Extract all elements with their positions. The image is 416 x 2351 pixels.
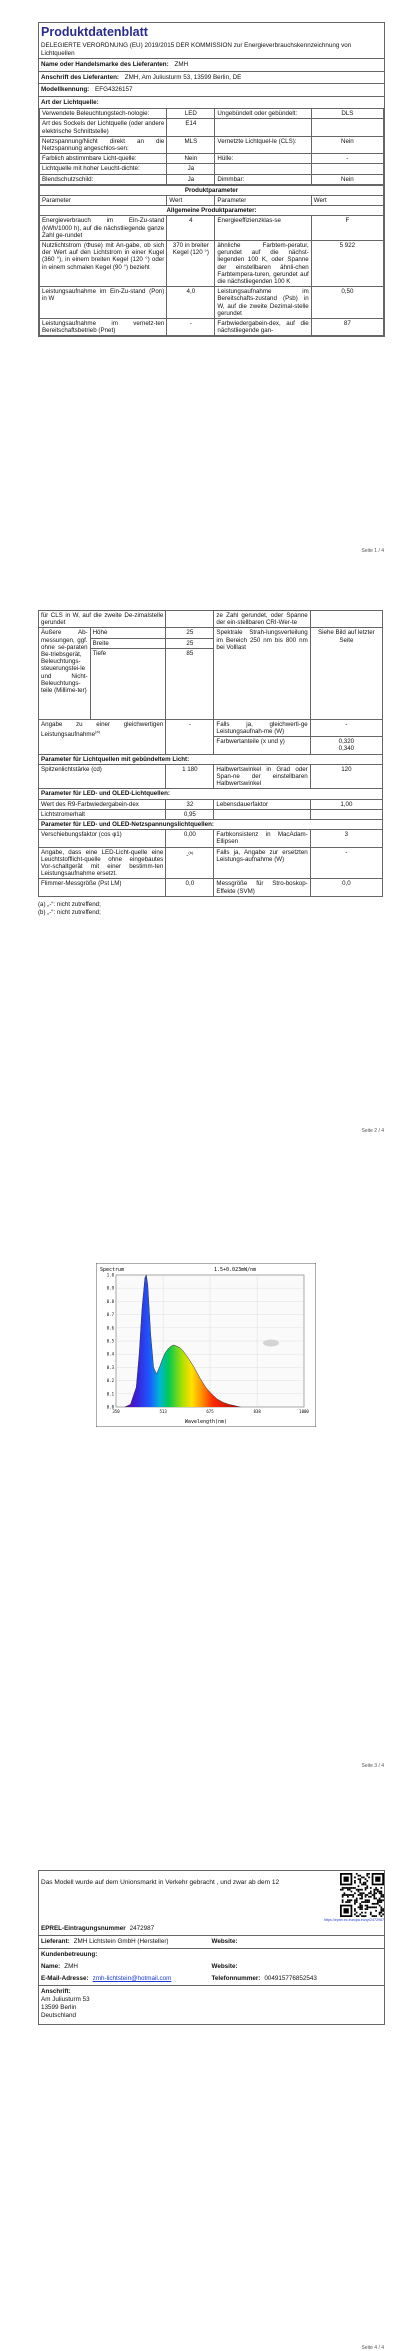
param-value: - [311,154,383,164]
param-label: Dimmbar: [215,174,311,184]
param-label: Farblich abstimmbare Licht-quelle: [40,154,167,164]
dim-width-value: 25 [166,638,214,648]
param-value: 3 [310,830,382,847]
dim-width-label: Breite [90,638,166,648]
dim-depth-label: Tiefe [90,648,166,719]
param-value: Nein [311,174,383,184]
dim-height-value: 25 [166,628,214,638]
equivalent-yes-value: - [310,719,382,736]
param-value: 87 [311,319,383,336]
param-value: 1 180 [166,764,214,789]
param-label: Falls ja, Angabe zur ersetzten Leistungs-aufnahme (W) [214,847,310,879]
eprel-url[interactable]: https://eprel.ec.europa.eu/qr/2472987 [324,1918,384,1922]
y-tick-label: 0.0 [106,1404,114,1410]
marker-blob [263,1340,279,1347]
param-label: Lichtstromerhalt [39,809,166,819]
y-tick-label: 0.7 [106,1312,114,1318]
param-label: Leistungsaufnahme im Ein-Zu-stand (Pon) in W [40,287,167,319]
param-label: Lichtquelle mit hoher Leucht-dichte: [40,164,167,174]
regulation-text: DELEGIERTE VERORDNUNG (EU) 2019/2015 DER KOMMISSION zur Energieverbrauchskennzeichnung von Lichtquellen [41,42,352,57]
contact-name-row: Name: ZMH Website: [41,1963,238,1970]
spectrum-chart [96,1263,316,1427]
param-label: Wert des R9-Farbwiedergabein-dex [39,799,166,809]
footnote: (b) „-“: nicht zutreffend; [38,908,101,916]
light-source-type-header: Art der Lichtquelle: [39,96,384,109]
mains-header: Parameter für LED- und OLED-Netzspannungslichtquellen: [39,820,383,830]
param-label: für CLS in W, auf die zweite De-zimalstelle gerundet [39,611,166,628]
dim-depth-value: 85 [166,648,214,719]
x-tick-label: 838 [253,1409,261,1414]
param-label: Art des Sockels der Lichtquelle (oder andere elektrische Schnittstelle) [40,119,167,136]
param-label: Messgröße für Stro-boskop-Effekte (SVM) [214,879,310,896]
param-label: Lebensdauerfaktor [214,799,310,809]
param-label: Leistungsaufnahme im vernetz-ten Bereitschaftsbetrieb (Pnet) [40,319,167,336]
equivalent-yes-label: Falls ja, gleichwerti-ge Leistungsaufnah-me (W) [214,719,310,736]
equivalent-power-value: - [166,719,214,754]
general-parameters-header: Allgemeine Produktparameter: [40,206,384,216]
param-label: Hülle: [215,154,311,164]
table-row [40,136,384,153]
param-label: Verwendete Beleuchtungstech-nologie: [40,109,167,119]
param-label: Netzspannung/Nicht direkt an die Netzspannung angeschlos-sen: [40,136,167,153]
y-tick-label: 0.8 [106,1298,114,1304]
param-label: Ungebündelt oder gebündelt: [215,109,311,119]
spectral-label: Spektrale Strah-lungsverteilung im Bereich 250 nm bis 800 nm bei Volllast [214,628,310,719]
x-tick-label: 513 [159,1409,167,1414]
email-link[interactable]: zmh-lichtstein@hotmail.com [92,1975,172,1982]
page-number: Seite 2 / 4 [361,1128,384,1134]
y-tick-label: 0.6 [106,1325,114,1331]
param-value: 0,00 [166,830,214,847]
param-value: 120 [310,764,382,789]
page-number: Seite 1 / 4 [361,548,384,554]
param-label: Energieeffizienzklas-se [215,216,311,241]
registration-box [38,1870,385,2025]
param-label: Angabe, dass eine LED-Licht-quelle eine Leuchtstofflicht-quelle ohne eingebautes Vor-schaltgerät mit einer bestimm-ten Leistungsaufnahme ersetzt. [39,847,166,879]
param-value: -$^{(b)}$ [166,847,214,879]
col-header: Wert [167,196,215,206]
table-row [40,109,384,119]
product-parameters-header: Produktparameter [40,185,384,195]
chromaticity-values: 0,320 0,340 [310,737,382,754]
dim-height-label: Höhe [90,628,166,638]
supplier-row: Lieferant: ZMH Lichtstein GmbH (Hersteller) Website: [39,1935,384,1948]
param-label: Halbwertswinkel in Grad oder Span-ne der einstellbaren Halbwertswinkel [214,764,310,789]
table-row [40,216,384,241]
param-value: Nein [311,136,383,153]
y-tick-label: 0.2 [106,1378,114,1384]
chromaticity-label: Farbwertanteile (x und y) [214,737,310,754]
page-number: Seite 4 / 4 [361,2345,384,2351]
param-label [215,119,311,136]
customer-service-row: Kundenbetreuung: [39,1948,384,1961]
param-value: 5 922 [311,241,383,287]
supplier-name-row: Name oder Handelsmarke des Lieferanten: ZMH [39,58,384,71]
y-tick-label: 0.4 [106,1351,114,1357]
param-label: Farbwiedergabein-dex, auf die nächstliegende gan- [215,319,311,336]
supplier-address-row: Anschrift des Lieferanten: ZMH, Am Juliusturm 53, 13599 Berlin, DE [39,71,384,84]
x-tick-label: 1000 [299,1409,309,1414]
param-label [215,164,311,174]
param-value: - [310,847,382,879]
param-value [311,164,383,174]
param-value: Ja [167,174,215,184]
phone-number: 004915776852543 [264,1975,317,1982]
directional-header: Parameter für Lichtquellen mit gebündeltem Licht: [39,754,383,764]
param-label: Flimmer-Messgröße (Pst LM) [39,879,166,896]
param-label: Farbkonsistenz in MacAdam-Ellipsen [214,830,310,847]
datasheet-box [38,22,385,337]
param-value: Nein [167,154,215,164]
y-tick-label: 0.9 [106,1285,114,1291]
market-text: Das Modell wurde auf dem Unionsmarkt in Verkehr gebracht , und zwar ab dem 12 [41,1879,280,1886]
col-header: Parameter [40,196,167,206]
param-value: 0,95 [166,809,214,819]
param-value: DLS [311,109,383,119]
param-value: F [311,216,383,241]
address-block: Anschrift: Am Juliusturm 53 13599 Berlin Deutschland [39,1985,384,2024]
param-value: 4 [167,216,215,241]
parameters-continued-table [38,610,383,897]
param-label: Energieverbrauch im Ein-Zu-stand (kWh/1000 h), auf die nächstliegende ganze Zahl ge-rundet [40,216,167,241]
col-header: Wert [311,196,383,206]
y-tick-label: 0.5 [106,1338,114,1344]
y-tick-label: 0.3 [106,1364,114,1370]
led-header: Parameter für LED- und OLED-Lichtquellen: [39,789,383,799]
param-value: MLS [167,136,215,153]
table-row [40,119,384,136]
x-tick-label: 675 [206,1409,214,1414]
eprel-row: EPREL-Eintragungsnummer 2472987 [41,1925,155,1932]
param-value: 4,0 [167,287,215,319]
figure-annotation: 1.5+0.023mW/nm [214,1267,257,1273]
param-value: Ja [167,164,215,174]
light-source-type-table [39,108,384,185]
x-tick-label: 350 [112,1409,120,1414]
page-title: Produktdatenblatt [41,25,148,39]
x-axis-label: Wavelength(nm) [184,1419,228,1425]
param-value: 0,0 [310,879,382,896]
table-row [40,319,384,336]
qr-code-icon[interactable] [340,1873,384,1917]
table-row [40,164,384,174]
dimensions-label: Äußere Ab-messungen, ggf. ohne se-paraten Be-triebsgerät, Beleuchtungs-steuerungstei-le und Nicht-Beleuchtungs-teile (Millime-ter) [39,628,91,719]
eprel-number: 2472987 [129,1925,155,1932]
page-2 [0,600,416,1160]
page-4 [0,1810,416,2351]
param-label: Leistungsaufnahme im Bereitschafts-zustand (Psb) in W, auf die zweite Dezimal-stelle gerundet [215,287,311,319]
datasheet-continued [38,610,383,917]
param-value: 370 in breiter Kegel (120 °) [167,241,215,287]
param-label: Blendschutzschild: [40,174,167,184]
contact-email-row: E-Mail-Adresse: zmh-lichtstein@hotmail.com Telefonnummer: 004915776852543 [41,1975,317,1982]
col-header: Parameter [215,196,311,206]
param-value: 0,0 [166,879,214,896]
equivalent-power-label: Angabe zu einer gleichwertigen Leistungsaufnahme$^{(a)}$ [39,719,166,754]
param-label: Verschiebungsfaktor (cos φ1) [39,830,166,847]
param-value: 0,50 [311,287,383,319]
y-tick-label: 0.1 [106,1391,114,1397]
param-value: 1,00 [310,799,382,809]
spectrum-figure [96,1263,316,1427]
page-number: Seite 3 / 4 [361,1763,384,1769]
figure-title: Spectrum [100,1267,125,1273]
param-value [311,119,383,136]
param-label: ze Zahl gerundet, oder Spanne der ein-stellbaren CRI-Wer-te [214,611,310,628]
param-label: ähnliche Farbtem-peratur, gerundet auf die nächst-liegenden 100 K, oder Spanne der einstellbaren ähnli-chen Farbtempera-turen, gerundet auf die nächstliegenden 100 K [215,241,311,287]
spectral-value: Siehe Bild auf letzter Seite [310,628,382,719]
param-value: LED [167,109,215,119]
param-label: Nutzlichtstrom (Φuse) mit An-gabe, ob sich der Wert auf den Lichtstrom in einer Kugel (360 °), in einem breiten Kegel (120 °) oder in einem schmalen Kegel (90 °) bezieht [40,241,167,287]
param-value: E14 [167,119,215,136]
param-label: Vernetzte Lichtquel-le (CLS): [215,136,311,153]
param-value: - [167,319,215,336]
table-row [40,287,384,319]
table-row [40,154,384,164]
table-row [40,174,384,184]
product-parameters-table [39,185,384,337]
page-3 [0,1215,416,1775]
param-value: 32 [166,799,214,809]
model-row: Modellkennung: EFG4326157 [39,83,384,96]
table-row [40,241,384,287]
param-label: Spitzenlichtstärke (cd) [39,764,166,789]
footnote: (a) „-“: nicht zutreffend; [38,900,101,908]
page-1 [0,0,416,560]
y-tick-label: 1.0 [106,1272,114,1278]
